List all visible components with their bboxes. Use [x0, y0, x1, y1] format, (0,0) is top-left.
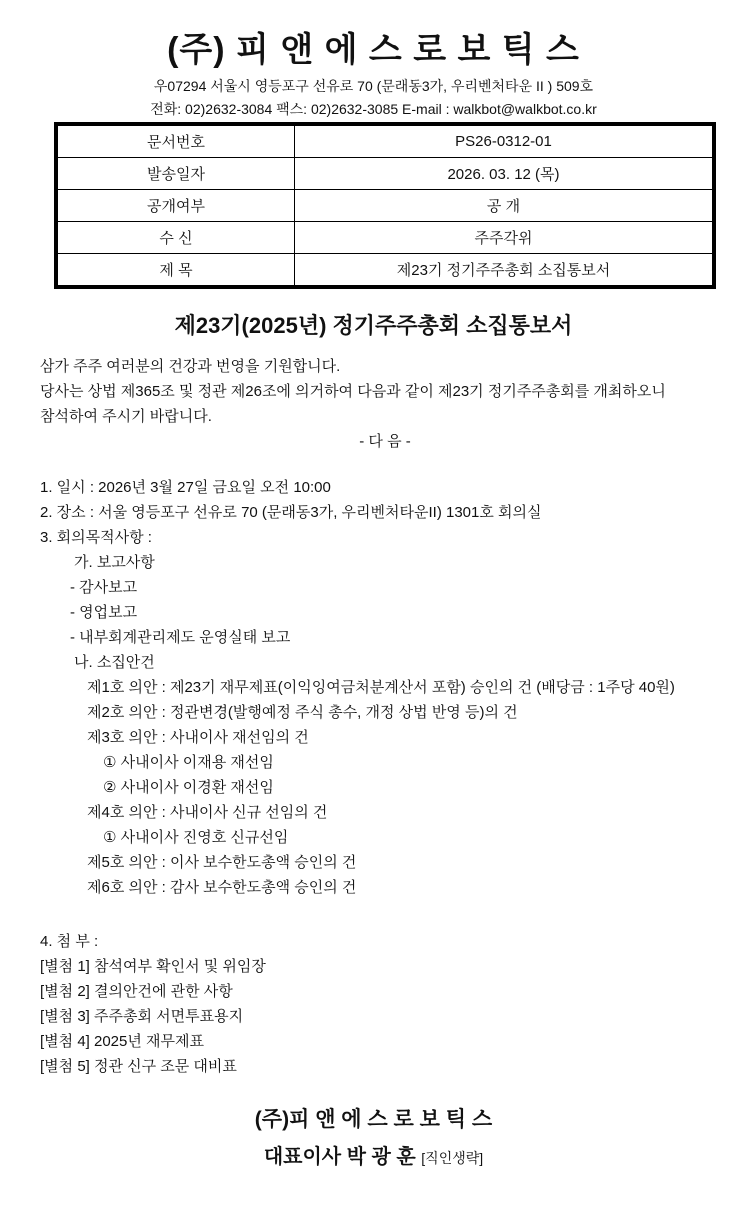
company-contact: 전화: 02)2632-3084 팩스: 02)2632-3085 E-mail : walkbot@walkbot.co.kr — [150, 101, 597, 117]
table-row — [56, 222, 714, 254]
report-heading: 가. 보고사항 — [74, 554, 155, 571]
item-date: 1. 일시 : 2026년 3월 27일 금요일 오전 10:00 — [40, 479, 331, 496]
info-value: 2026. 03. 12 (목) — [295, 158, 715, 190]
document-info-table — [54, 122, 716, 289]
table-row — [56, 124, 714, 158]
agenda-item: 제5호 의안 : 이사 보수한도총액 승인의 건 — [87, 854, 357, 871]
item-agenda-heading: 3. 회의목적사항 : — [40, 529, 152, 546]
company-address: 우07294 서울시 영등포구 선유로 70 (문래동3가, 우리벤처타운 II ) 509호 — [153, 78, 594, 94]
table-row — [56, 158, 714, 190]
agenda-heading: 나. 소집안건 — [74, 654, 155, 671]
separator: - 다 음 - — [359, 433, 411, 450]
report-item: - 내부회계관리제도 운영실태 보고 — [70, 629, 291, 646]
company-name: (주) 피 앤 에 스 로 보 틱 스 — [167, 31, 580, 69]
seal-note: [직인생략] — [421, 1150, 484, 1166]
info-value: 공 개 — [295, 190, 715, 222]
footer-company: (주)피 앤 에 스 로 보 틱 스 — [254, 1108, 493, 1131]
table-row — [56, 254, 714, 288]
agenda-item: 제3호 의안 : 사내이사 재선임의 건 — [87, 729, 309, 746]
intro-line: 참석하여 주시기 바랍니다. — [40, 408, 212, 425]
info-label: 수 신 — [56, 222, 295, 254]
info-label: 제 목 — [56, 254, 295, 288]
ceo-name: 대표이사 박 광 훈 — [263, 1146, 422, 1168]
intro-line: 당사는 상법 제365조 및 정관 제26조에 의거하여 다음과 같이 제23기 정기주주총회를 개최하오니 — [40, 383, 666, 400]
attachment-item: [별첨 3] 주주총회 서면투표용지 — [40, 1008, 244, 1025]
attachment-item: [별첨 1] 참석여부 확인서 및 위임장 — [40, 958, 266, 975]
info-value: 제23기 정기주주총회 소집통보서 — [295, 254, 715, 288]
info-value: 주주각위 — [295, 222, 715, 254]
attachments-heading: 4. 첨 부 : — [40, 933, 99, 950]
footer-ceo — [0, 1140, 747, 1169]
agenda-item: 제4호 의안 : 사내이사 신규 선임의 건 — [87, 804, 328, 821]
table-row — [56, 190, 714, 222]
intro-line: 삼가 주주 여러분의 건강과 번영을 기원합니다. — [40, 358, 341, 375]
agenda-subitem: ① 사내이사 진영호 신규선임 — [103, 829, 289, 846]
report-item: - 감사보고 — [70, 579, 138, 596]
agenda-subitem: ① 사내이사 이재용 재선임 — [103, 754, 274, 771]
report-item: - 영업보고 — [70, 604, 138, 621]
agenda-item: 제2호 의안 : 정관변경(발행예정 주식 총수, 개정 상법 반영 등)의 건 — [87, 704, 518, 721]
agenda-item: 제6호 의안 : 감사 보수한도총액 승인의 건 — [87, 879, 357, 896]
info-label: 발송일자 — [56, 158, 295, 190]
document-title: 제23기(2025년) 정기주주총회 소집통보서 — [174, 313, 573, 338]
attachment-item: [별첨 4] 2025년 재무제표 — [40, 1033, 204, 1050]
info-label: 공개여부 — [56, 190, 295, 222]
item-place: 2. 장소 : 서울 영등포구 선유로 70 (문래동3가, 우리벤처타운II) 1301호 회의실 — [40, 504, 542, 521]
agenda-subitem: ② 사내이사 이경환 재선임 — [103, 779, 274, 796]
info-value: PS26-0312-01 — [295, 124, 715, 158]
attachment-item: [별첨 5] 정관 신구 조문 대비표 — [40, 1058, 237, 1075]
attachment-item: [별첨 2] 결의안건에 관한 사항 — [40, 983, 233, 1000]
agenda-item: 제1호 의안 : 제23기 재무제표(이익잉여금처분계산서 포함) 승인의 건 (배당금 : 1주당 40원) — [87, 679, 675, 696]
info-label: 문서번호 — [56, 124, 295, 158]
